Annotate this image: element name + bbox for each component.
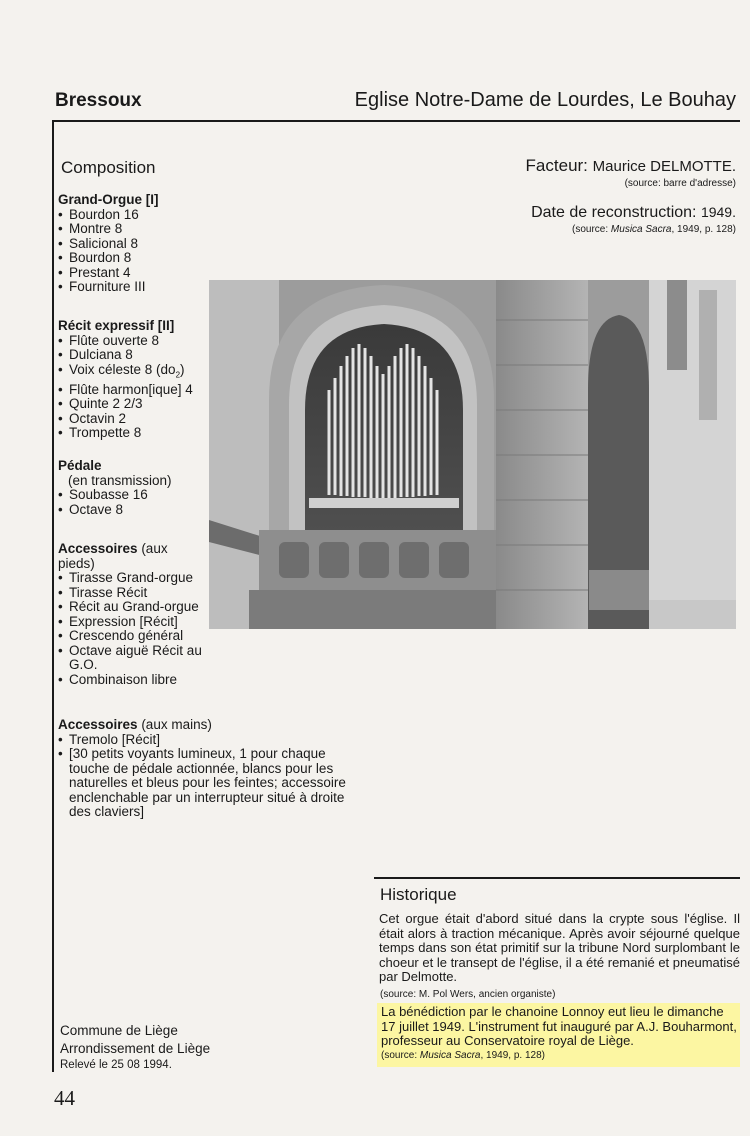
accessory-item: • Tirasse Récit [58, 586, 206, 601]
stop-item: • Bourdon 8 [58, 251, 159, 266]
commune: Commune de Liège [60, 1023, 178, 1038]
accessory-item: • [30 petits voyants lumineux, 1 pour chaque touche de pédale actionnée, blancs pour les naturelles et bleus pour les feintes; accessoire enclenchable par un interrupteur situé à droite des claviers] [58, 747, 350, 820]
pedale-title: Pédale [58, 458, 102, 473]
pedale-note: (en transmission) [68, 472, 172, 488]
historique-source: (source: M. Pol Wers, ancien organiste) [380, 989, 556, 1000]
facteur-name: Maurice DELMOTTE. [592, 158, 736, 175]
accessoires-pieds-section [58, 542, 206, 687]
historique-rule [374, 877, 740, 879]
recit-section [58, 319, 193, 441]
stop-item: • Soubasse 16 [58, 488, 172, 503]
stop-item: • Prestant 4 [58, 266, 159, 281]
stop-item: • Quinte 2 2/3 [58, 397, 193, 412]
accessory-item: • Tirasse Grand-orgue [58, 571, 206, 586]
reconstruction-block [531, 202, 736, 236]
accessory-item: • Expression [Récit] [58, 615, 206, 630]
left-rule [52, 120, 54, 1072]
page-number: 44 [54, 1086, 75, 1110]
grand-orgue-section [58, 193, 159, 295]
facteur-source: (source: barre d'adresse) [624, 178, 736, 189]
stop-item: • Bourdon 16 [58, 208, 159, 223]
stop-item: • Flûte harmon[ique] 4 [58, 383, 193, 398]
town-name: Bressoux [55, 90, 142, 111]
stop-item: • Octavin 2 [58, 412, 193, 427]
accessory-item: • Crescendo général [58, 629, 206, 644]
pedale-section [58, 459, 172, 517]
highlight-text-block [381, 1005, 738, 1063]
organ-photo [209, 280, 736, 629]
accessory-item: • Récit au Grand-orgue [58, 600, 206, 615]
accessory-item: • Tremolo [Récit] [58, 733, 350, 748]
church-name: Eglise Notre-Dame de Lourdes, Le Bouhay [354, 89, 736, 111]
commune-block [60, 1022, 210, 1058]
accessoires-mains-note: (aux mains) [137, 717, 212, 732]
reconstruction-label: Date de reconstruction: [531, 204, 697, 221]
accessoires-pieds-note: (aux pieds) [58, 541, 168, 571]
facteur-block [526, 156, 736, 190]
stop-item: • Trompette 8 [58, 426, 193, 441]
grand-orgue-title: Grand-Orgue [I] [58, 192, 159, 207]
stop-item: • Dulciana 8 [58, 348, 193, 363]
reconstruction-year: 1949. [700, 204, 736, 220]
accessoires-mains-section [58, 718, 350, 820]
stop-item: • Octave 8 [58, 503, 172, 518]
accessoires-mains-title: Accessoires [58, 717, 138, 732]
stop-item: • Salicional 8 [58, 237, 159, 252]
highlight-text: La bénédiction par le chanoine Lonnoy eut lieu le dimanche 17 juillet 1949. L'instrument fut inauguré par A.J. Bouharmont, professeur au Conservatoire royal de Liège. [381, 1004, 737, 1048]
highlight-source: (source: Musica Sacra, 1949, p. 128) [381, 1049, 545, 1061]
composition-title: Composition [61, 158, 156, 177]
stop-item: • Montre 8 [58, 222, 159, 237]
releve-date: Relevé le 25 08 1994. [60, 1059, 172, 1071]
stop-item: • Fourniture III [58, 280, 159, 295]
top-rule [52, 120, 740, 122]
facteur-label: Facteur: [525, 156, 588, 175]
recit-title: Récit expressif [II] [58, 318, 175, 333]
accessory-item: • Octave aiguë Récit au G.O. [58, 644, 206, 673]
accessoires-pieds-title: Accessoires [58, 541, 138, 556]
stop-item: • Flûte ouverte 8 [58, 334, 193, 349]
accessory-item: • Combinaison libre [58, 673, 206, 688]
historique-title: Historique [380, 885, 457, 904]
historique-body: Cet orgue était d'abord situé dans la crypte sous l'église. Il était alors à traction mécanique. Après avoir séjourné quelque temps dans son état primitif sur la tribune Nord surplombant le choeur et le transept de l'église, il a été remanié et pneumatisé par Delmotte. [379, 911, 740, 984]
arrondissement: Arrondissement de Liège [60, 1041, 211, 1056]
reconstruction-source: (source: Musica Sacra, 1949, p. 128) [572, 224, 736, 235]
stop-item: • Voix céleste 8 $(do_2)$ [58, 363, 193, 383]
